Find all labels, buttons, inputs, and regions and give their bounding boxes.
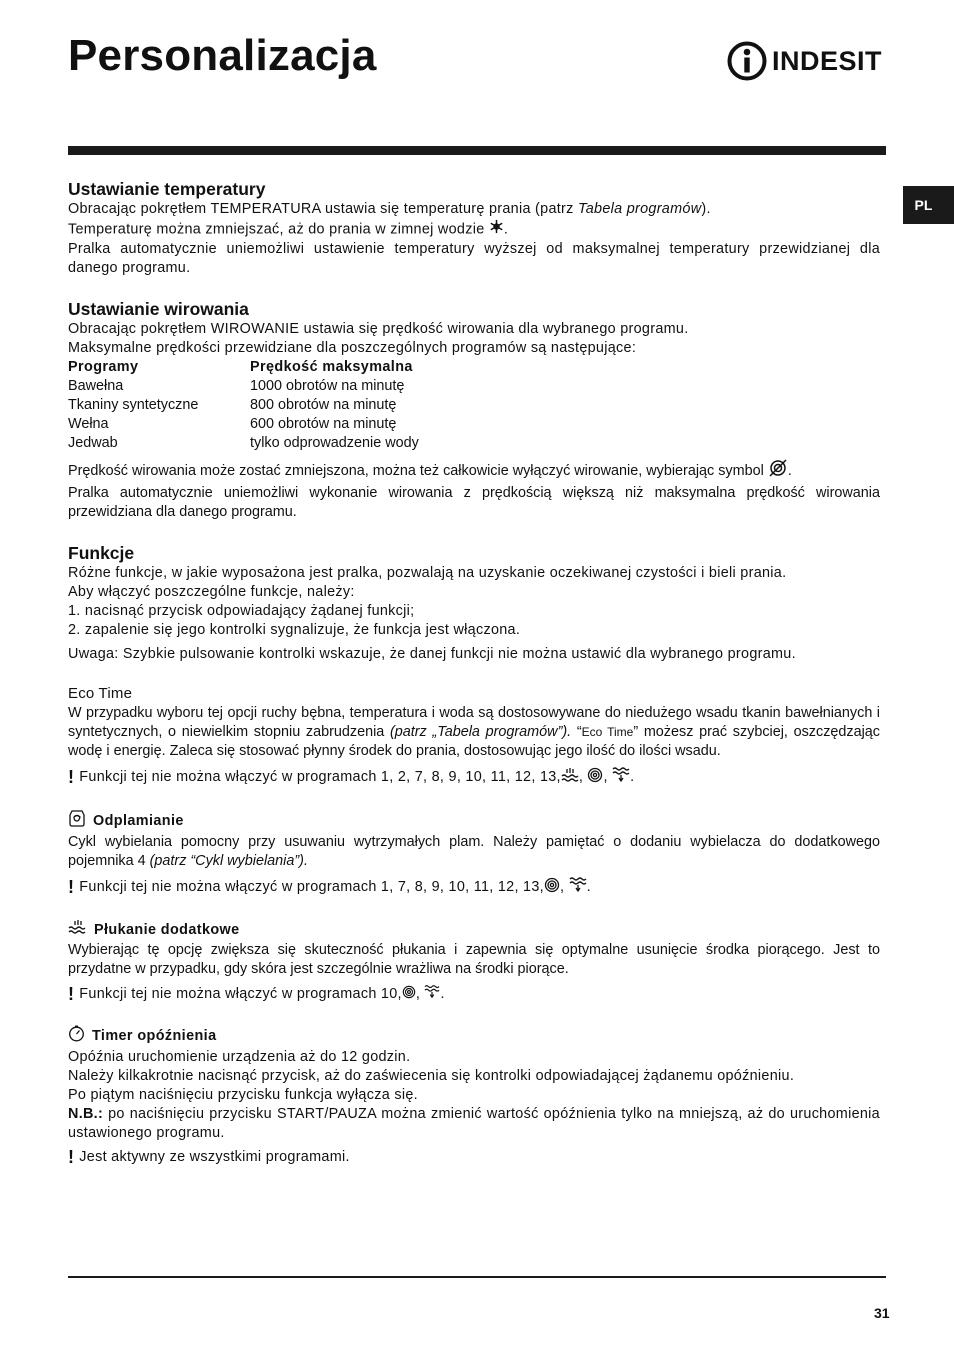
- function-heading-rinse: [68, 919, 880, 941]
- table-row: [68, 377, 419, 396]
- spin-speed-table: [68, 358, 419, 453]
- text: ” możesz prać szybciej, oszczędzając wodę i energię. Zaleca się stosować płynny środek do prania, dostosowując jego ilość do ilości wsadu.: [68, 724, 880, 759]
- table-header-row: [68, 358, 419, 377]
- note: Uwaga: Szybkie pulsowanie kontrolki wskazuje, że danej funkcji nie można ustawić dla wybranego programu.: [68, 646, 796, 662]
- separator: .: [630, 769, 635, 785]
- warning-note: [68, 876, 880, 899]
- nb-label: N.B.:: [68, 1106, 104, 1122]
- warning-icon: !: [68, 984, 75, 1004]
- column-header: Prędkość maksymalna: [250, 359, 413, 375]
- brand-wordmark: INDESIT: [772, 46, 883, 76]
- spin-icon: [587, 767, 603, 789]
- paragraph: [68, 833, 880, 871]
- warning-icon: !: [68, 877, 75, 897]
- table-cell: tylko odprowadzenie wody: [250, 435, 419, 451]
- paragraph: Maksymalne prędkości przewidziane dla poszczególnych programów są następujące:: [68, 340, 637, 356]
- section-heading: Ustawianie wirowania: [68, 299, 249, 319]
- footer-rule: [68, 1276, 886, 1278]
- brand-logo: [727, 40, 882, 82]
- heading-text: Płukanie dodatkowe: [94, 921, 240, 938]
- drain-icon: [569, 876, 587, 899]
- table-cell: Wełna: [68, 416, 109, 432]
- separator: .: [586, 879, 591, 895]
- separator: ,: [559, 879, 569, 895]
- section-heading: Funkcje: [68, 543, 135, 563]
- stain-icon: [68, 809, 86, 833]
- warning-icon: !: [68, 767, 75, 787]
- table-row: [68, 415, 419, 434]
- table-cell: Tkaniny syntetyczne: [68, 397, 199, 413]
- paragraph: Aby włączyć poszczególne funkcje, należy:: [68, 584, 355, 600]
- drain-icon: [424, 984, 440, 1005]
- text: “: [571, 724, 582, 740]
- paragraph: Należy kilkakrotnie nacisnąć przycisk, aż do zaświecenia się kontrolki odpowiadającej żądanemu opóźnieniu.: [68, 1068, 795, 1084]
- table-cell: Bawełna: [68, 378, 124, 394]
- snowflake-icon: [489, 219, 504, 240]
- text: ).: [701, 201, 711, 217]
- warning-text: Funkcji tej nie można włączyć w programach 1, 2, 7, 8, 9, 10, 11, 12, 13,: [79, 769, 561, 785]
- brand-logo-icon: [727, 41, 767, 81]
- section-spin: [68, 298, 880, 522]
- paragraph: Po piątym naciśnięciu przycisku funkcja wyłącza się.: [68, 1087, 418, 1103]
- paragraph: Wybierając tę opcję zwiększa się skuteczność płukania i zapewnia się optymalne usunięcie środka piorącego. Jest to przydatne w przypadku, gdy skóra jest szczególnie wrażliwa na środki piorące.: [68, 942, 880, 977]
- heading-text: Odplamianie: [93, 812, 184, 829]
- table-cell: Jedwab: [68, 435, 118, 451]
- page-title: Personalizacja: [68, 31, 377, 80]
- function-heading-timer: [68, 1025, 880, 1048]
- table-row: [68, 434, 419, 453]
- spin-icon: [544, 877, 560, 899]
- paragraph: Obracając pokrętłem WIROWANIE ustawia się prędkość wirowania dla wybranego programu.: [68, 321, 689, 337]
- warning-icon: !: [68, 1147, 75, 1167]
- paragraph: [68, 200, 880, 219]
- text-italic: (patrz “Cykl wybielania”).: [149, 853, 308, 869]
- warning-note: [68, 766, 880, 789]
- text: Prędkość wirowania może zostać zmniejszona, można też całkowicie wyłączyć wirowanie, wybierając symbol: [68, 462, 768, 479]
- table-cell: 1000 obrotów na minutę: [250, 378, 405, 394]
- paragraph: Różne funkcje, w jakie wyposażona jest pralka, pozwalają na uzyskanie oczekiwanej czystości i bieli prania.: [68, 565, 787, 581]
- separator: .: [440, 986, 445, 1002]
- paragraph: [68, 1105, 880, 1143]
- text: W przypadku wyboru tej opcji ruchy bębna, temperatura i woda są dostosowywane do niedużego wsadu tkanin bawełnianych i syntetycznych, o niewielkim stopniu zabrudzenia: [68, 705, 880, 740]
- paragraph: Opóźnia uruchomienie urządzenia aż do 12 godzin.: [68, 1049, 411, 1065]
- section-temperature: [68, 178, 880, 278]
- text: Temperaturę można zmniejszać, aż do prania w zimnej wodzie: [68, 221, 489, 238]
- paragraph: Pralka automatycznie uniemożliwi ustawienie temperatury wyższej od maksymalnej temperatury przewidzianej dla danego programu.: [68, 241, 880, 276]
- text: Obracając pokrętłem TEMPERATURA ustawia się temperaturę prania (patrz: [68, 201, 578, 217]
- timer-icon: [68, 1025, 85, 1048]
- text: .: [503, 221, 509, 238]
- drain-icon: [612, 766, 630, 789]
- text: po naciśnięciu przycisku START/PAUZA można zmienić wartość opóźnienia tylko na mniejszą, aż do uruchomienia ustawionego programu.: [68, 1106, 880, 1141]
- text-italic: (patrz „Tabela programów”).: [389, 724, 572, 740]
- ecotime-label: Eco Time: [68, 685, 133, 702]
- table-cell: 800 obrotów na minutę: [250, 397, 397, 413]
- rinse-icon: [561, 767, 579, 789]
- paragraph: [68, 219, 880, 240]
- table-cell: 600 obrotów na minutę: [250, 416, 397, 432]
- separator: ,: [578, 769, 588, 785]
- header-rule: [68, 146, 886, 155]
- paragraph: Pralka automatycznie uniemożliwi wykonanie wirowania z prędkością większą niż maksymalna prędkość wirowania przewidziana dla danego programu.: [68, 485, 880, 520]
- separator: ,: [415, 986, 425, 1002]
- paragraph: [68, 458, 880, 484]
- separator: ,: [603, 769, 613, 785]
- function-heading-stain: [68, 809, 880, 833]
- spin-icon: [402, 985, 416, 1005]
- column-header: Programy: [68, 359, 139, 375]
- text: Cykl wybielania pomocny przy usuwaniu wytrzymałych plam. Należy pamiętać o dodaniu wybielacza do dodatkowego pojemnika 4: [68, 834, 880, 869]
- section-functions: [68, 542, 880, 1167]
- warning-note: [68, 984, 880, 1005]
- warning-text: Funkcji tej nie można włączyć w programach 10,: [79, 986, 402, 1002]
- language-tab: PL: [903, 186, 954, 224]
- paragraph: 1. nacisnąć przycisk odpowiadający żądanej funkcji;: [68, 603, 415, 619]
- page-content: [68, 178, 880, 1167]
- text: .: [787, 462, 792, 479]
- section-heading: Ustawianie temperatury: [68, 179, 266, 199]
- warning-text: Jest aktywny ze wszystkimi programami.: [79, 1149, 350, 1165]
- page-number: 31: [874, 1305, 890, 1321]
- heading-text: Timer opóźnienia: [92, 1028, 217, 1044]
- text-italic: Tabela programów: [577, 201, 702, 217]
- warning-note: [68, 1148, 880, 1167]
- paragraph: 2. zapalenie się jego kontrolki sygnalizuje, że funkcja jest włączona.: [68, 622, 521, 638]
- table-row: [68, 396, 419, 415]
- no-spin-icon: [768, 458, 788, 484]
- warning-text: Funkcji tej nie można włączyć w programach 1, 7, 8, 9, 10, 11, 12, 13,: [79, 879, 544, 895]
- paragraph: [68, 704, 880, 761]
- rinse-icon: [68, 919, 88, 941]
- ecotime-inline-label: Eco Time: [581, 725, 634, 739]
